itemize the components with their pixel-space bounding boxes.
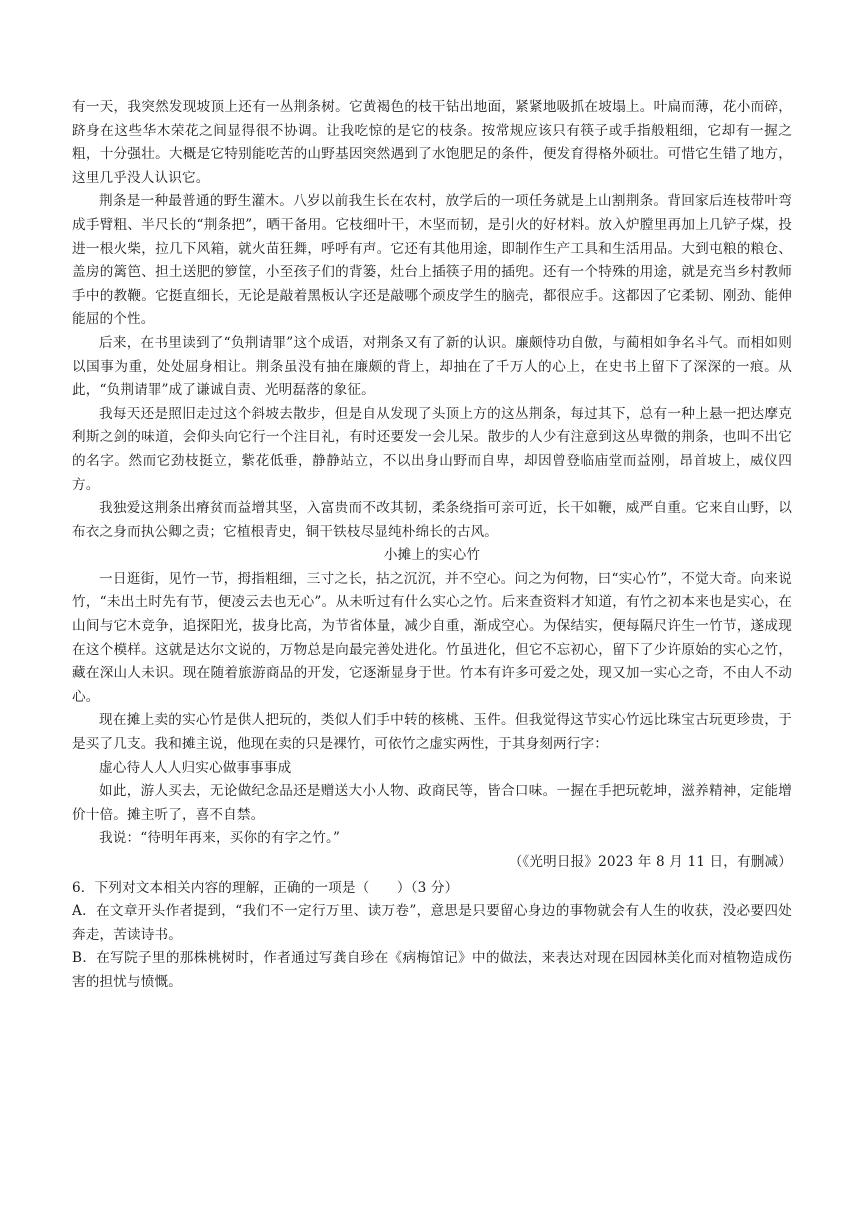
question-option-b: B．在写院子里的那株桃树时，作者通过写龚自珍在《病梅馆记》中的做法，来表达对现在因园林美化而对植物造成伤害的担忧与愤慨。 bbox=[72, 950, 792, 990]
article-paragraph-7: 现在摊上卖的实心竹是供人把玩的，类似人们手中转的核桃、玉件。但我觉得这节实心竹远比珠宝古玩更珍贵，于是买了几支。我和摊主说，他现在卖的只是裸竹，可依竹之虚实两性，于其身刻两行字： bbox=[72, 712, 792, 753]
article-paragraph-6: 一日逛街，见竹一节，拇指粗细，三寸之长，拈之沉沉，并不空心。问之为何物，曰“实心竹”，不觉大奇。向来说竹，“未出土时先有节，便凌云去也无心”。从未听过有什么实心之竹。后来查资料才知道，有竹之初本来也是实心，在山间与它木竞争，追探阳光，拔身比高，为节省体量，减少自重，渐成空心。为保结实，便每隔尺许生一竹节，遂成现在这个模样。这就是达尔文说的，万物总是向最完善处进化。竹虽进化，但它不忘初心，留下了少许原始的实心之竹，藏在深山人未识。现在随着旅游商品的开发，它逐渐显身于世。竹本有许多可爱之处，现又加一实心之奇，不由人不动心。 bbox=[72, 570, 792, 705]
article-paragraph-3: 后来，在书里读到了“负荆请罪”这个成语，对荆条又有了新的认识。廉颇恃功自傲，与蔺相如争名斗气。而相如则以国事为重，处处屈身相让。荆条虽没有抽在廉颇的背上，却抽在了千万人的心上，在史书上留下了深深的一痕。从此，“负荆请罪”成了谦诚自责、光明磊落的象征。 bbox=[72, 334, 792, 399]
article-paragraph-5: 我独爱这荆条出瘠贫而益增其坚，入富贵而不改其韧，柔条绕指可亲可近，长干如鞭，威严自重。它来自山野，以布衣之身而执公卿之责；它植根青史，铜干铁枝尽显纯朴绵长的古风。 bbox=[72, 500, 792, 540]
article-paragraph-2: 荆条是一种最普通的野生灌木。八岁以前我生长在农村，放学后的一项任务就是上山割荆条。背回家后连枝带叶弯成手臂粗、半尺长的“荆条把”，晒干备用。它枝细叶干，木坚而韧，是引火的好材料。放入炉膛里再加上几铲子煤，投进一根火柴，拉几下风箱，就火苗狂舞，呼呼有声。它还有其他用途，即制作生产工具和生活用品。大到屯粮的粮仓、盖房的篱笆、担土送肥的箩筐，小至孩子们的背篓，灶台上插筷子用的插兜。还有一个特殊的用途，就是充当乡村教师手中的教鞭。它挺直细长，无论是敲着黑板认字还是敲哪个顽皮学生的脑壳，都很应手。这都因了它柔韧、刚劲、能伸能屈的个性。 bbox=[72, 193, 792, 328]
section-subtitle: 小摊上的实心竹 bbox=[383, 547, 481, 564]
article-paragraph-8: 虚心待人人人归实心做事事事成 bbox=[99, 759, 292, 776]
article-paragraph-4: 我每天还是照旧走过这个斜坡去散步，但是自从发现了头顶上方的这丛荆条，每过其下，总有一种上悬一把达摩克利斯之剑的味道，会仰头向它行一个注目礼，有时还要发一会儿呆。散步的人少有注意到这丛卑微的荆条，也叫不出它的名字。然而它劲枝挺立，紫花低垂，静静站立，不以出身山野而自卑，却因曾登临庙堂而益刚，昂首坡上，威仪四方。 bbox=[72, 405, 792, 493]
document-page bbox=[72, 96, 792, 995]
question-stem: 6．下列对文本相关内容的理解，正确的一项是（ ）（3 分） bbox=[72, 879, 459, 896]
article-paragraph-9: 如此，游人买去，无论做纪念品还是赠送大小人物、政商民等，皆合口味。一握在手把玩乾坤，滋养精神，定能增价十倍。摊主听了，喜不自禁。 bbox=[72, 783, 792, 823]
article-source: （《光明日报》2023 年 8 月 11 日，有删减） bbox=[508, 854, 792, 870]
article-paragraph-1: 有一天，我突然发现坡顶上还有一丛荆条树。它黄褐色的枝干钻出地面，紧紧地吸抓在坡塌上。叶扁而薄，花小而碎，跻身在这些华木荣花之间显得很不协调。让我吃惊的是它的枝条。按常规应该只有筷子或手指般粗细，它却有一握之粗，十分强壮。大概是它特别能吃苦的山野基因突然遇到了水饱肥足的条件，便发育得格外硕壮。可惜它生错了地方，这里几乎没人认识它。 bbox=[72, 99, 792, 186]
question-option-a: A．在文章开头作者提到，“我们不一定行万里、读万卷”，意思是只要留心身边的事物就会有人生的收获，没必要四处奔走，苦读诗书。 bbox=[72, 903, 792, 943]
article-paragraph-10: 我说：“待明年再来，买你的有字之竹。” bbox=[99, 830, 341, 847]
